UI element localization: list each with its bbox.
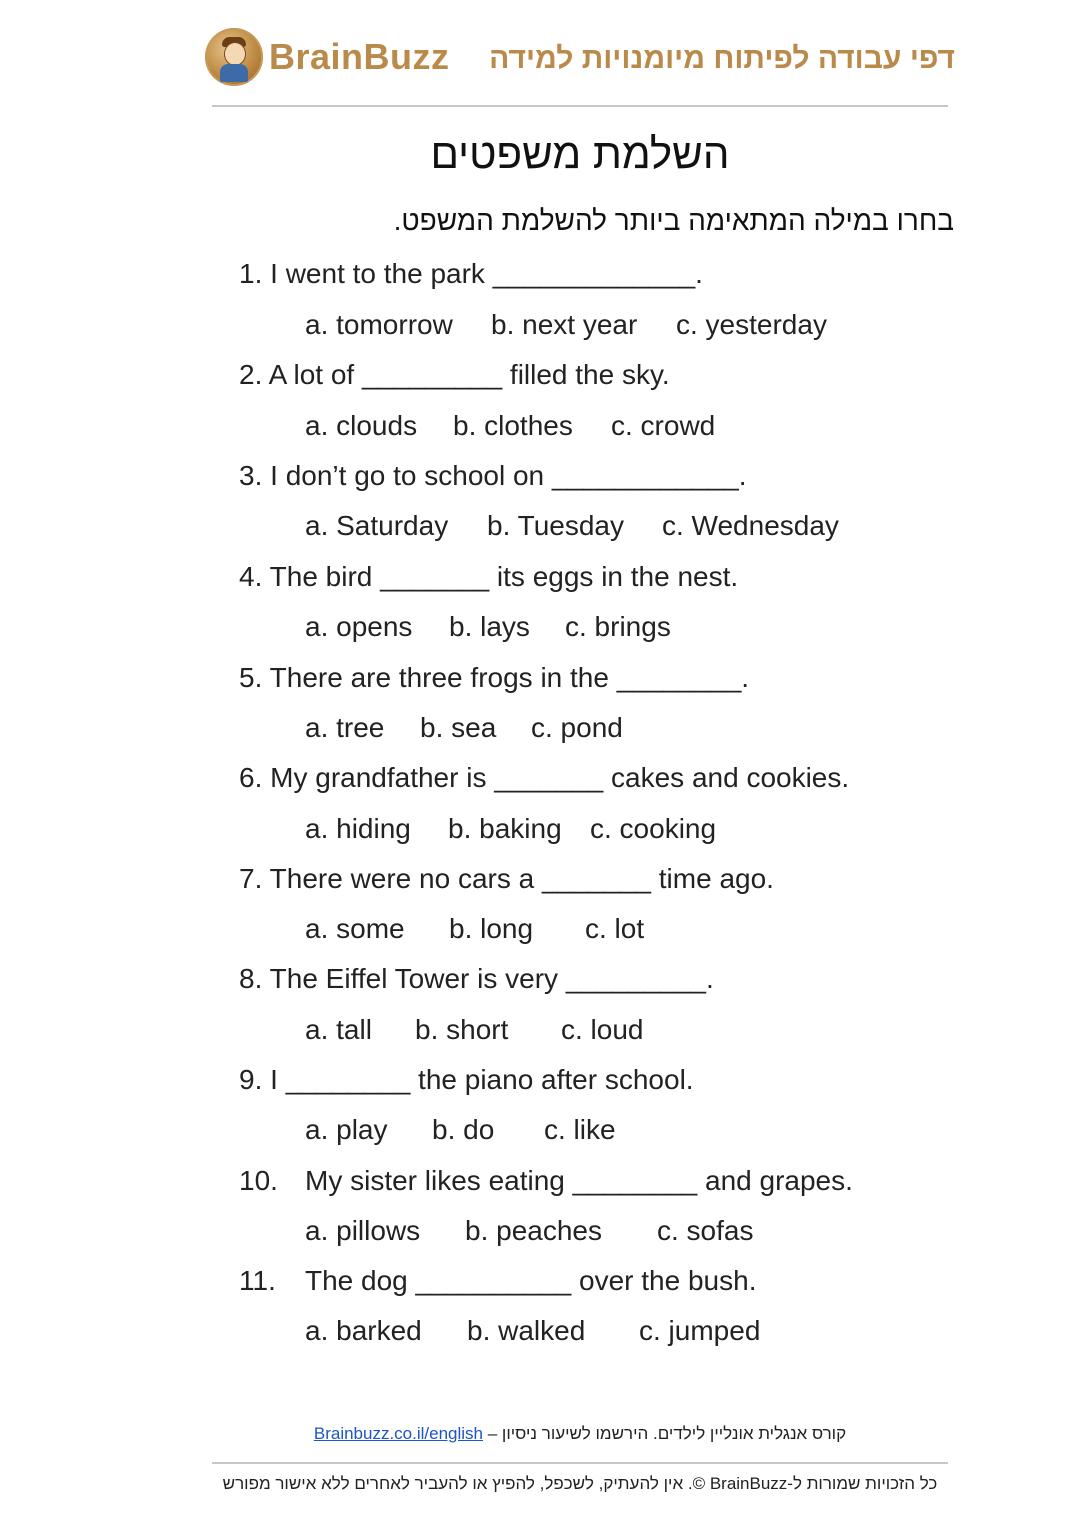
question-number: 1. bbox=[239, 258, 263, 289]
option-c: c. cooking bbox=[590, 813, 717, 844]
question-number: 5. bbox=[239, 662, 263, 693]
question-number: 4. bbox=[239, 561, 263, 592]
option-a: a. play bbox=[305, 1114, 388, 1145]
option-b: b. long bbox=[449, 913, 534, 944]
question-sentence: The dog __________ over the bush. bbox=[305, 1265, 757, 1296]
option-c: c. crowd bbox=[611, 410, 716, 441]
header-divider bbox=[212, 105, 948, 107]
question-number: 6. bbox=[239, 762, 263, 793]
footer-course-line bbox=[0, 1424, 1087, 1444]
question-number: 3. bbox=[239, 460, 263, 491]
options-6 bbox=[305, 813, 716, 845]
option-c: c. loud bbox=[561, 1014, 644, 1045]
question-number: 7. bbox=[239, 863, 263, 894]
option-b: b. sea bbox=[420, 712, 497, 743]
option-b: b. short bbox=[415, 1014, 509, 1045]
option-c: c. pond bbox=[531, 712, 623, 743]
option-a: a. barked bbox=[305, 1315, 422, 1346]
option-c: c. brings bbox=[565, 611, 671, 642]
question-number: 2. bbox=[239, 359, 263, 390]
option-a: a. some bbox=[305, 913, 405, 944]
question-sentence: My grandfather is _______ cakes and cookies. bbox=[270, 762, 850, 793]
option-c: c. yesterday bbox=[676, 309, 827, 340]
question-8 bbox=[239, 963, 714, 995]
option-a: a. Saturday bbox=[305, 510, 449, 541]
question-1 bbox=[239, 258, 703, 290]
question-number: 8. bbox=[239, 963, 263, 994]
option-b: b. lays bbox=[449, 611, 530, 642]
footer-link[interactable]: Brainbuzz.co.il/english bbox=[313, 1424, 484, 1443]
options-2 bbox=[305, 410, 715, 442]
option-a: a. opens bbox=[305, 611, 413, 642]
question-sentence: I don’t go to school on ____________. bbox=[270, 460, 747, 491]
question-6 bbox=[239, 762, 849, 794]
question-5 bbox=[239, 662, 749, 694]
options-9 bbox=[305, 1114, 616, 1146]
option-a: a. tomorrow bbox=[305, 309, 453, 340]
header-subtitle: דפי עבודה לפיתוח מיומנויות למידה bbox=[489, 42, 955, 75]
brainbuzz-logo-icon bbox=[205, 28, 263, 86]
question-4 bbox=[239, 561, 738, 593]
question-sentence: There are three frogs in the ________. bbox=[269, 662, 750, 693]
options-10 bbox=[305, 1215, 753, 1247]
footer-course-text: קורס אנגלית אונליין לילדים. הירשמו לשיעור ניסיון – bbox=[487, 1424, 847, 1443]
question-7 bbox=[239, 863, 774, 895]
option-a: a. tree bbox=[305, 712, 385, 743]
question-sentence: The bird _______ its eggs in the nest. bbox=[269, 561, 739, 592]
option-a: a. tall bbox=[305, 1014, 372, 1045]
options-7 bbox=[305, 913, 644, 945]
option-b: b. baking bbox=[448, 813, 562, 844]
question-sentence: There were no cars a _______ time ago. bbox=[269, 863, 774, 894]
option-b: b. peaches bbox=[465, 1215, 602, 1246]
footer-divider bbox=[212, 1462, 948, 1464]
option-b: b. Tuesday bbox=[487, 510, 624, 541]
question-number: 9. bbox=[239, 1064, 263, 1095]
option-b: b. do bbox=[432, 1114, 495, 1145]
options-8 bbox=[305, 1014, 644, 1046]
option-c: c. lot bbox=[585, 913, 645, 944]
options-5 bbox=[305, 712, 623, 744]
options-11 bbox=[305, 1315, 760, 1347]
page-title: השלמת משפטים bbox=[430, 130, 730, 177]
question-sentence: I went to the park _____________. bbox=[270, 258, 703, 289]
options-4 bbox=[305, 611, 671, 643]
question-number: 10. bbox=[239, 1165, 278, 1196]
option-c: c. like bbox=[544, 1114, 616, 1145]
options-3 bbox=[305, 510, 839, 542]
option-b: b. walked bbox=[467, 1315, 586, 1346]
question-sentence: A lot of _________ filled the sky. bbox=[268, 359, 670, 390]
question-2 bbox=[239, 359, 670, 391]
question-sentence: I ________ the piano after school. bbox=[270, 1064, 694, 1095]
option-a: a. clouds bbox=[305, 410, 418, 441]
option-a: a. hiding bbox=[305, 813, 411, 844]
option-b: b. next year bbox=[491, 309, 638, 340]
logo-text: BrainBuzz bbox=[269, 36, 450, 77]
question-11 bbox=[239, 1265, 756, 1297]
question-sentence: The Eiffel Tower is very _________. bbox=[269, 963, 714, 994]
header bbox=[205, 22, 955, 94]
option-c: c. Wednesday bbox=[662, 510, 839, 541]
instruction: בחרו במילה המתאימה ביותר להשלמת המשפט. bbox=[393, 205, 954, 236]
question-3 bbox=[239, 460, 747, 492]
option-b: b. clothes bbox=[453, 410, 573, 441]
option-c: c. jumped bbox=[639, 1315, 761, 1346]
option-a: a. pillows bbox=[305, 1215, 421, 1246]
question-9 bbox=[239, 1064, 694, 1096]
footer-copyright: כל הזכויות שמורות ל-BrainBuzz ©. אין להעתיק, לשכפל, להפיץ או להעביר לאחרים ללא אישור מפורש bbox=[222, 1474, 938, 1493]
option-c: c. sofas bbox=[657, 1215, 754, 1246]
question-sentence: My sister likes eating ________ and grapes. bbox=[305, 1165, 853, 1196]
options-1 bbox=[305, 309, 827, 341]
question-number: 11. bbox=[239, 1265, 276, 1296]
question-10 bbox=[239, 1165, 853, 1197]
